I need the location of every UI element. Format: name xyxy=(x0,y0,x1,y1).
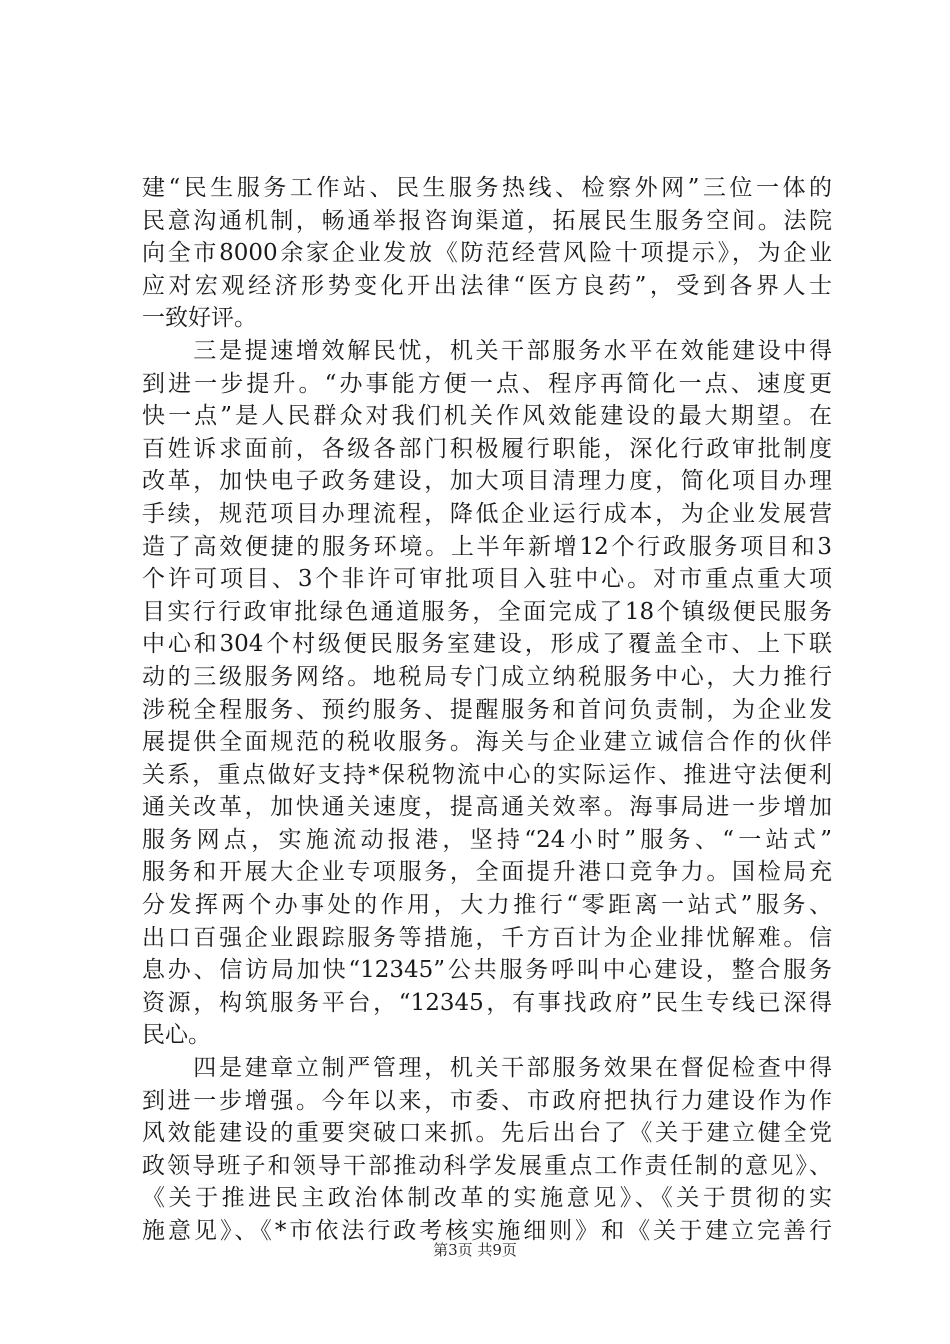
text-line: 一致好评。 xyxy=(142,305,257,332)
text-line: 百姓诉求面前，各级各部门积极履行职能，深化行政审批制度 xyxy=(142,435,832,462)
text-line: 施意见》、《*市依法行政考核实施细则》和《关于建立完善行 xyxy=(142,1218,832,1244)
text-line: 到进一步增强。今年以来，市委、市政府把执行力建设作为作 xyxy=(142,1087,832,1114)
text-line: 四是建章立制严管理，机关干部服务效果在督促检查中得 xyxy=(142,1055,832,1082)
document-body xyxy=(142,172,832,1248)
text-line: 改革，加快电子政务建设，加大项目清理力度，简化项目办理 xyxy=(142,468,832,495)
text-line: 手续，规范项目办理流程，降低企业运行成本，为企业发展营 xyxy=(142,500,832,527)
text-line: 建“民生服务工作站、民生服务热线、检察外网”三位一体的 xyxy=(142,175,832,201)
text-line: 目实行行政审批绿色通道服务，全面完成了18个镇级便民服务 xyxy=(142,598,832,625)
text-line: 应对宏观经济形势变化开出法律“医方良药”，受到各界人士 xyxy=(142,272,832,299)
text-line: 快一点”是人民群众对我们机关作风效能建设的最大期望。在 xyxy=(142,403,832,430)
text-line: 通关改革，加快通关速度，提高通关效率。海事局进一步增加 xyxy=(142,794,832,821)
text-line: 中心和304个村级便民服务室建设，形成了覆盖全市、上下联 xyxy=(142,631,832,658)
text-line: 服务和开展大企业专项服务，全面提升港口竞争力。国检局充 xyxy=(142,859,832,886)
text-line: 涉税全程服务、预约服务、提醒服务和首问负责制，为企业发 xyxy=(142,696,832,723)
text-line: 服务网点，实施流动报港，坚持“24小时”服务、“一站式” xyxy=(142,826,832,853)
text-line: 向全市8000余家企业发放《防范经营风险十项提示》，为企业 xyxy=(142,240,832,267)
text-line: 风效能建设的重要突破口来抓。先后出台了《关于建立健全党 xyxy=(142,1120,832,1147)
text-line: 政领导班子和领导干部推动科学发展重点工作责任制的意见》、 xyxy=(142,1152,832,1179)
page-number-footer: 第3页 共9页 xyxy=(433,1241,517,1259)
text-line: 三是提速增效解民忧，机关干部服务水平在效能建设中得 xyxy=(142,337,832,364)
text-line: 息办、信访局加快“12345”公共服务呼叫中心建设，整合服务 xyxy=(142,957,832,984)
text-line: 分发挥两个办事处的作用，大力推行“零距离一站式”服务、 xyxy=(142,892,832,919)
text-line: 动的三级服务网络。地税局专门成立纳税服务中心，大力推行 xyxy=(142,663,832,690)
text-line: 造了高效便捷的服务环境。上半年新增12个行政服务项目和3 xyxy=(142,533,832,560)
text-line: 出口百强企业跟踪服务等措施，千方百计为企业排忧解难。信 xyxy=(142,924,832,951)
text-line: 民心。 xyxy=(142,1022,211,1049)
text-line: 民意沟通机制，畅通举报咨询渠道，拓展民生服务空间。法院 xyxy=(142,207,832,234)
text-line: 展提供全面规范的税收服务。海关与企业建立诚信合作的伙伴 xyxy=(142,729,832,756)
text-line: 资源，构筑服务平台，“12345，有事找政府”民生专线已深得 xyxy=(142,989,832,1016)
text-line: 到进一步提升。“办事能方便一点、程序再简化一点、速度更 xyxy=(142,370,832,397)
text-line: 《关于推进民主政治体制改革的实施意见》、《关于贯彻的实 xyxy=(142,1185,832,1212)
text-line: 关系，重点做好支持*保税物流中心的实际运作、推进守法便利 xyxy=(142,761,832,788)
text-line: 个许可项目、3个非许可审批项目入驻中心。对市重点重大项 xyxy=(142,566,832,593)
